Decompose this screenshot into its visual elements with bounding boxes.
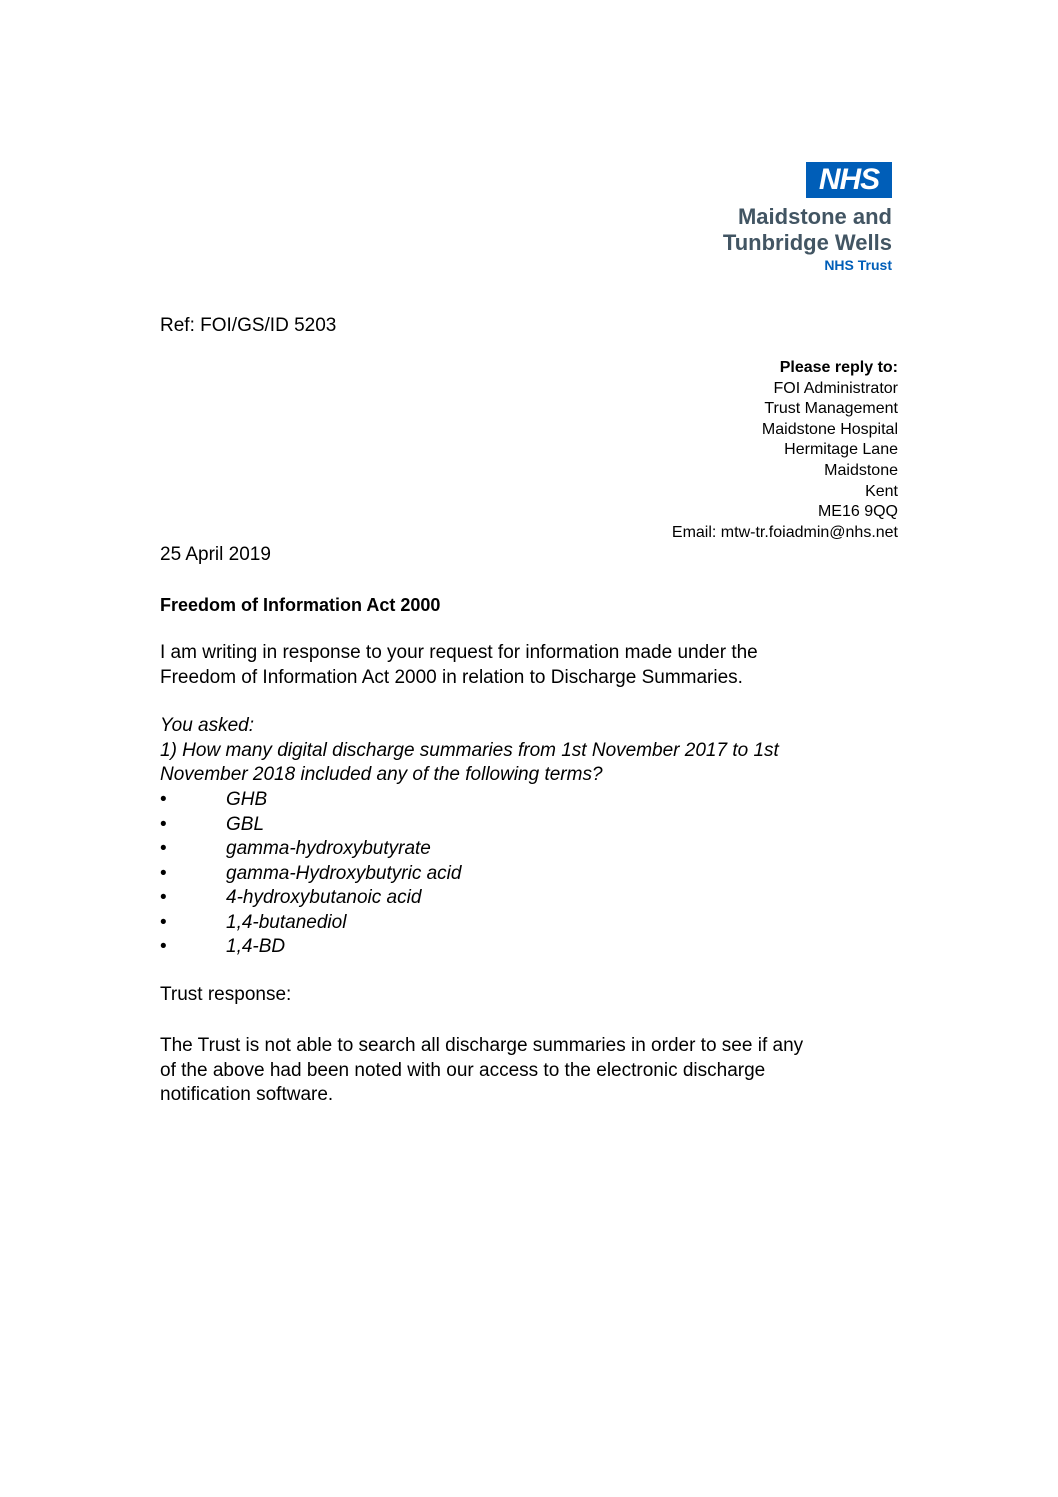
response-line: The Trust is not able to search all discharge summaries in order to see if any bbox=[160, 1035, 804, 1056]
term-text: gamma-Hydroxybutyric acid bbox=[226, 862, 462, 884]
bullet-icon: • bbox=[160, 911, 167, 933]
response-line: notification software. bbox=[160, 1084, 334, 1105]
email-address: Email: mtw-tr.foiadmin@nhs.net bbox=[671, 523, 898, 541]
bullet-icon: • bbox=[160, 862, 167, 884]
address-line: Kent bbox=[865, 482, 898, 500]
trust-response-label: Trust response: bbox=[160, 984, 292, 1005]
bullet-icon: • bbox=[160, 887, 167, 908]
term-text: 1,4-butanediol bbox=[226, 911, 347, 933]
term-text: GHB bbox=[226, 789, 268, 810]
address-line: Maidstone Hospital bbox=[761, 420, 898, 438]
question-line: 1) How many digital discharge summaries from 1st November 2017 to 1st bbox=[160, 739, 779, 761]
org-name-line-3: NHS Trust bbox=[824, 257, 892, 273]
bullet-icon: • bbox=[160, 936, 167, 957]
response-line: of the above had been noted with our access to the electronic discharge bbox=[160, 1059, 766, 1081]
term-text: GBL bbox=[226, 813, 265, 835]
address-line: Trust Management bbox=[764, 400, 898, 418]
question-line: November 2018 included any of the following terms? bbox=[160, 764, 603, 785]
reply-address bbox=[672, 358, 898, 543]
address-line: Maidstone bbox=[824, 461, 898, 479]
nhs-trust-logo bbox=[640, 162, 892, 274]
reply-heading: Please reply to: bbox=[779, 359, 898, 376]
bullet-icon: • bbox=[160, 838, 167, 859]
org-name-line-2: Tunbridge Wells bbox=[722, 230, 892, 255]
intro-line: Freedom of Information Act 2000 in relation to Discharge Summaries. bbox=[160, 666, 743, 688]
letter-date: 25 April 2019 bbox=[160, 544, 271, 565]
intro-paragraph bbox=[160, 641, 900, 690]
response-paragraph bbox=[160, 1034, 900, 1108]
address-line: FOI Administrator bbox=[773, 379, 898, 397]
address-line: ME16 9QQ bbox=[817, 503, 898, 521]
term-text: 4-hydroxybutanoic acid bbox=[226, 887, 422, 908]
term-text: gamma-hydroxybutyrate bbox=[226, 838, 431, 859]
bullet-icon: • bbox=[160, 813, 167, 835]
bullet-icon: • bbox=[160, 789, 167, 810]
term-text: 1,4-BD bbox=[226, 936, 286, 957]
question-paragraph bbox=[160, 714, 900, 788]
nhs-badge: NHS bbox=[806, 162, 892, 198]
question-line: You asked: bbox=[160, 715, 255, 736]
org-name-line-1: Maidstone and bbox=[737, 204, 892, 229]
reference-number: Ref: FOI/GS/ID 5203 bbox=[160, 315, 337, 336]
intro-line: I am writing in response to your request for information made under the bbox=[160, 642, 758, 663]
address-line: Hermitage Lane bbox=[784, 441, 898, 459]
letter-heading: Freedom of Information Act 2000 bbox=[160, 595, 441, 615]
